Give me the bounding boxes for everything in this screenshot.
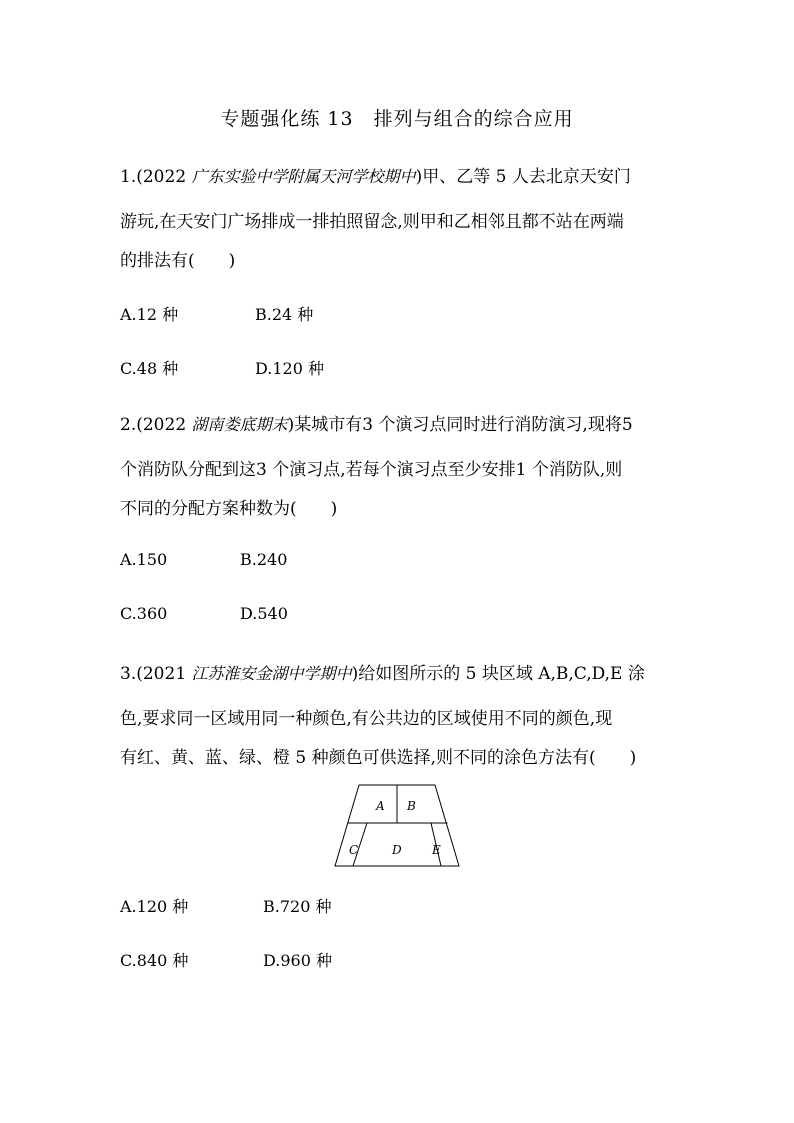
- question-1-text-3: 的排法有( ): [120, 251, 236, 271]
- question-3-line-1: [120, 659, 645, 684]
- region-label-b: B: [407, 799, 416, 813]
- question-3-option-a: A.120 种: [120, 897, 189, 916]
- question-3-text-3: 有红、黄、蓝、绿、橙 5 种颜色可供选择,则不同的涂色方法有( ): [120, 748, 637, 768]
- region-label-a: A: [376, 799, 385, 813]
- question-1-number: 1.: [120, 167, 137, 187]
- page-title: 专题强化练 13 排列与组合的综合应用: [220, 108, 574, 130]
- question-1-option-d: D.120 种: [255, 359, 324, 378]
- question-1-source-close: ): [415, 167, 423, 187]
- question-2-text-3: 不同的分配方案种数为( ): [120, 499, 338, 519]
- question-2-option-b: B.240: [240, 550, 288, 569]
- question-2-option-d: D.540: [240, 604, 288, 623]
- question-1-option-a: A.12 种: [120, 305, 179, 324]
- question-3-source: 江苏淮安金湖中学期中: [191, 664, 352, 683]
- region-label-e: E: [432, 843, 441, 857]
- question-3-source-close: ): [351, 664, 359, 684]
- question-2-text-2: 个消防队分配到这3 个演习点,若每个演习点至少安排1 个消防队,则: [120, 460, 623, 480]
- question-1-source-open: (2022: [136, 167, 192, 187]
- question-2-source-close: ): [287, 415, 295, 435]
- question-2-line-1: [120, 410, 633, 435]
- question-3-option-d: D.960 种: [263, 951, 332, 970]
- question-1-option-c: C.48 种: [120, 359, 179, 378]
- question-2-option-c: C.360: [120, 604, 168, 623]
- question-2-option-a: A.150: [120, 550, 168, 569]
- question-3-number: 3.: [120, 664, 137, 684]
- question-2-source-open: (2022: [136, 415, 192, 435]
- region-figure: [331, 782, 471, 874]
- region-label-d: D: [392, 843, 402, 857]
- question-2-source: 湖南娄底期末: [191, 415, 288, 434]
- question-3-text-2: 色,要求同一区域用同一种颜色,有公共边的区域使用不同的颜色,现: [120, 709, 613, 729]
- question-2-text-1: 某城市有3 个演习点同时进行消防演习,现将5: [294, 415, 633, 435]
- question-1-text-1: 甲、乙等 5 人去北京天安门: [422, 167, 631, 187]
- question-1-option-b: B.24 种: [255, 305, 314, 324]
- question-1-text-2: 游玩,在天安门广场排成一排拍照留念,则甲和乙相邻且都不站在两端: [120, 212, 624, 232]
- region-label-c: C: [349, 843, 359, 857]
- question-3-option-c: C.840 种: [120, 951, 189, 970]
- question-3-option-b: B.720 种: [263, 897, 332, 916]
- question-3-source-open: (2021: [136, 664, 192, 684]
- question-2-number: 2.: [120, 415, 137, 435]
- question-1-line-1: [120, 162, 631, 187]
- question-1-source: 广东实验中学附属天河学校期中: [191, 167, 416, 186]
- question-3-text-1: 给如图所示的 5 块区域 A,B,C,D,E 涂: [358, 664, 645, 684]
